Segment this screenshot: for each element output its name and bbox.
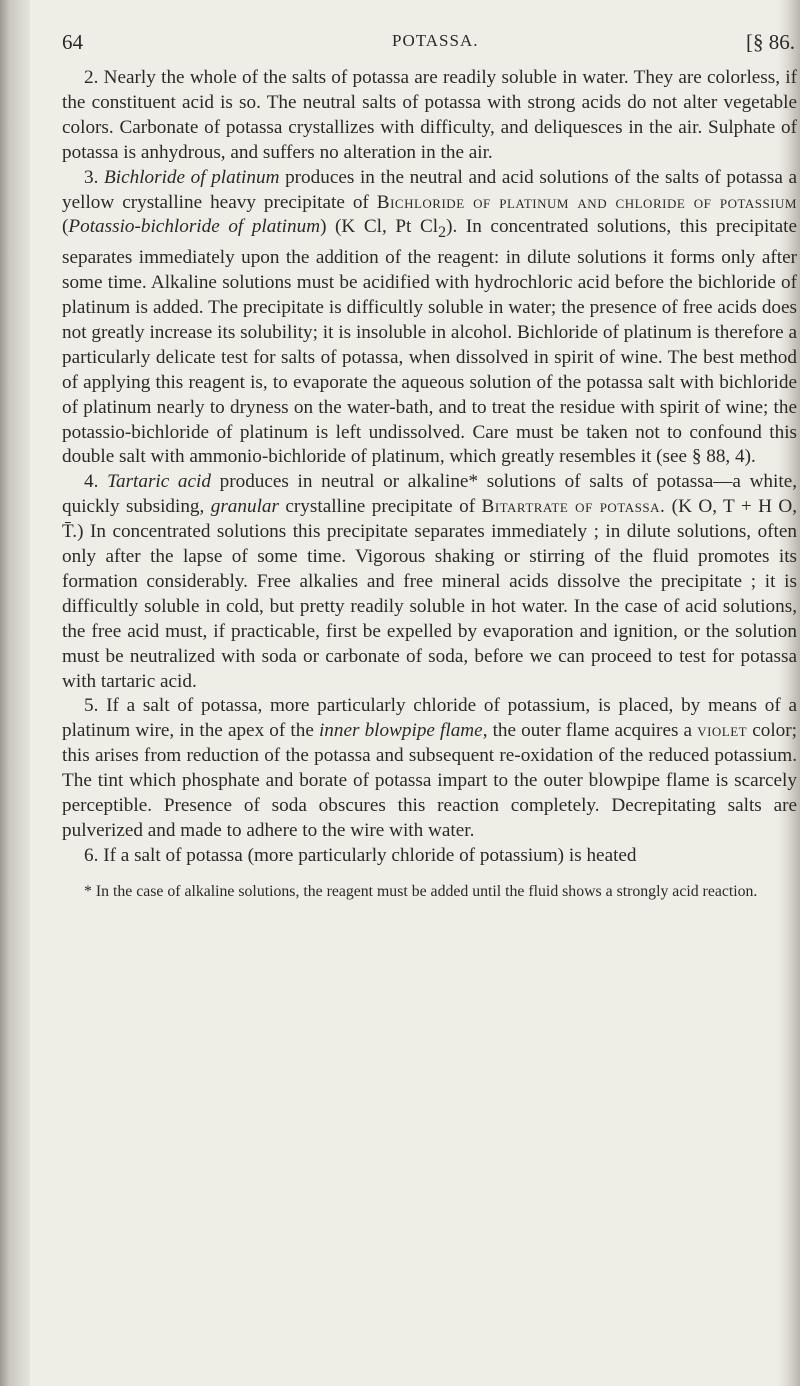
- paragraph-2: 2. Nearly the whole of the salts of potassa are readily soluble in water. They are colorless, if the constituent acid is so. The neutral salts of potassa with strong acids do not alter vegetable colors. Carbonate of potassa crystallizes with difficulty, and deliquesces in the air. Sulphate of potassa is anhydrous, and suffers no alteration in the air.: [62, 67, 797, 163]
- paragraph-6: 6. If a salt of potassa (more particularly chloride of potassium) is heated: [84, 844, 637, 866]
- emphasis: inner blowpipe flame: [318, 720, 483, 742]
- running-header: [62, 30, 797, 66]
- subscript: 2: [438, 224, 447, 242]
- page-gutter-shadow: [0, 0, 30, 1386]
- running-title: POTASSA.: [392, 31, 479, 50]
- compound-name: Potassio-bichloride of platinum: [68, 216, 321, 238]
- body-text: [62, 66, 797, 903]
- footnote: * In the case of alkaline solutions, the reagent must be added until the fluid shows a strongly acid reaction.: [84, 882, 758, 900]
- reagent-term: Tartaric acid: [107, 471, 211, 493]
- section-marker: [§ 86.: [746, 30, 795, 54]
- chemical-formula: (K O, T + H O, T̄.): [62, 496, 798, 543]
- paragraph-3: 3. Bichloride of platinum produces in the neutral and acid solutions of the salts of potassa a yellow crystalline heavy precipitate of Bichloride of platinum and chloride of potassium (Potassio-bichloride of platinum) (K Cl, Pt $Cl_2$). In concentrated solutions, this precipitate separates immediately upon the addition of the reagent: in dilute solutions it forms only after some time. Alkaline solutions must be acidified with hydrochloric acid before the bichloride of platinum is added. The precipitate is difficultly soluble in water; the presence of free acids does not greatly increase its solubility; it is insoluble in alcohol. Bichloride of platinum is therefore a particularly delicate test for salts of potassa, when dissolved in spirit of wine. The best method of applying this reagent is, to evaporate the aqueous solution of the potassa salt with bichloride of platinum nearly to dryness on the water-bath, and to treat the residue with spirit of wine; the potassio-bichloride of platinum is left undissolved. Care must be taken not to confound this double salt with ammonio-bichloride of platinum, which greatly resembles it (see § 88, 4).: [62, 166, 797, 468]
- reagent-term: Bichloride of platinum: [104, 166, 280, 188]
- precipitate-name: Bichloride of platinum and chloride of potassium: [376, 191, 797, 213]
- paragraph-5: 5. If a salt of potassa, more particularly chloride of potassium, is placed, by means of a platinum wire, in the apex of the inner blowpipe flame, the outer flame acquires a violet color; this arises from reduction of the potassa and subsequent re-oxidation of the reduced potassium. The tint which phosphate and borate of potassa impart to the outer blowpipe flame is scarcely perceptible. Presence of soda obscures this reaction completely. Decrepitating salts are pulverized and made to adhere to the wire with water.: [62, 695, 797, 842]
- page-number: 64: [62, 30, 83, 54]
- emphasis: granular: [210, 496, 279, 518]
- color-term: violet: [697, 720, 748, 742]
- book-page: [62, 30, 797, 919]
- paragraph-4: 4. Tartaric acid produces in neutral or alkaline* solutions of salts of potassa—a white, quickly subsiding, granular crystalline precipitate of Bitartrate of potassa. (K O, T + H O, T̄.) In concentrated solutions this precipitate separates immediately ; in dilute solutions, often only after the lapse of some time. Vigorous shaking or stirring of the fluid promotes its formation considerably. Free alkalies and free mineral acids dissolve the precipitate ; it is difficultly soluble in cold, but pretty readily soluble in hot water. In the case of acid solutions, the free acid must, if practicable, first be expelled by evaporation and ignition, or the solution must be neutralized with soda or carbonate of soda, before we can proceed to test for potassa with tartaric acid.: [62, 471, 798, 692]
- precipitate-name: Bitartrate of potassa.: [481, 496, 666, 518]
